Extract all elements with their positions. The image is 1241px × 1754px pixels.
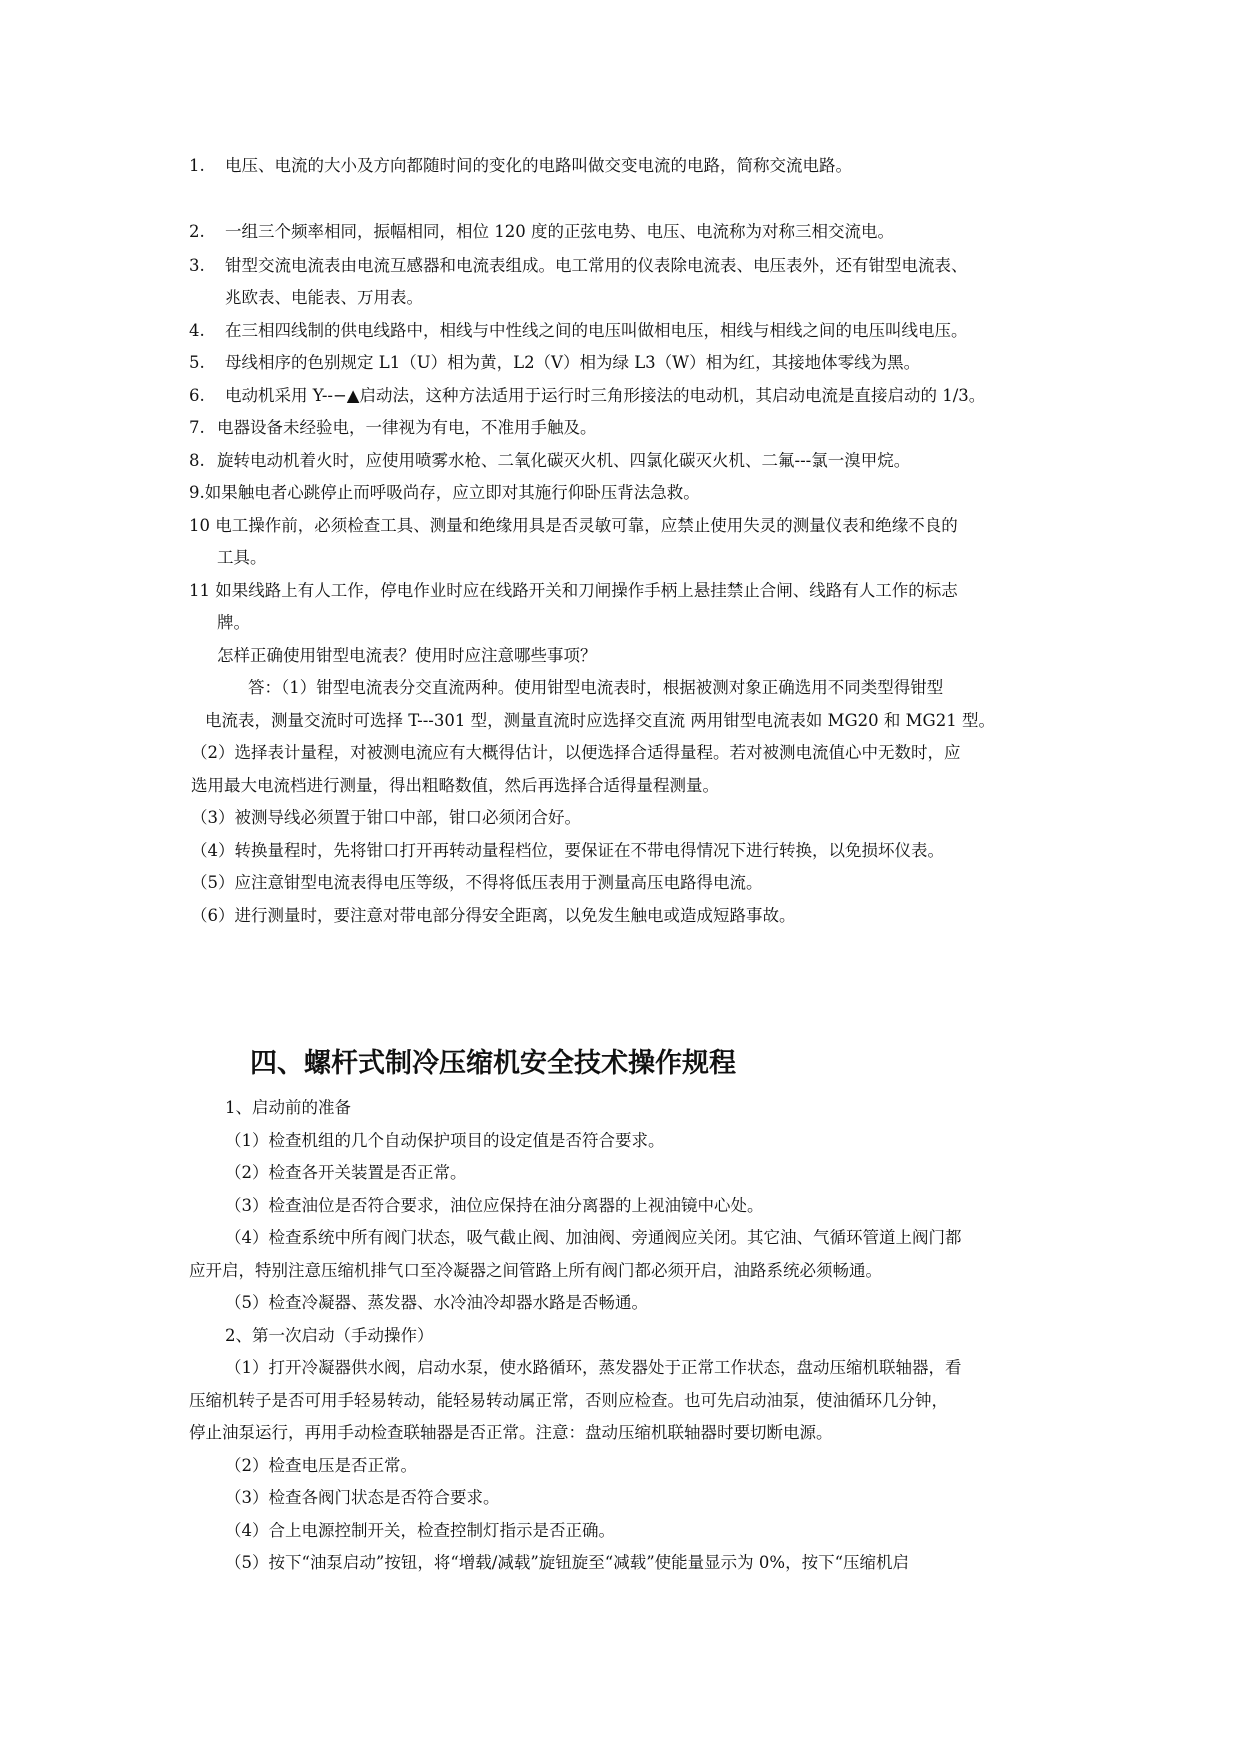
item-number: 6.: [189, 386, 205, 405]
paragraph-line: （4）合上电源控制开关，检查控制灯指示是否正确。: [225, 1521, 615, 1540]
answer-line: （4）转换量程时，先将钳口打开再转动量程档位，要保证在不带电得情况下进行转换，以免损坏仪表。: [191, 841, 944, 860]
item-number: 5.: [189, 353, 205, 372]
paragraph-line: （4）检查系统中所有阀门状态，吸气截止阀、加油阀、旁通阀应关闭。其它油、气循环管道上阀门都: [225, 1228, 962, 1247]
item-number: 2.: [189, 222, 205, 241]
question: 怎样正确使用钳型电流表？使用时应注意哪些事项？: [217, 646, 597, 665]
list-item: [189, 351, 920, 375]
item-number: 3.: [189, 256, 205, 275]
answer-line: （6）进行测量时，要注意对带电部分得安全距离，以免发生触电或造成短路事故。: [191, 906, 796, 925]
answer-line: 电流表，测量交流时可选择 T---301 型，测量直流时应选择交直流 两用钳型电流表如 MG20 和 MG21 型。: [205, 711, 995, 730]
list-item: [189, 449, 910, 473]
paragraph-line: （3）检查各阀门状态是否符合要求。: [225, 1488, 500, 1507]
paragraph-line: （5）检查冷凝器、蒸发器、水冷油冷却器水路是否畅通。: [225, 1293, 648, 1312]
list-item-continuation: 工具。: [217, 548, 267, 567]
answer-line: （5）应注意钳型电流表得电压等级，不得将低压表用于测量高压电路得电流。: [191, 873, 763, 892]
list-item: [189, 220, 894, 244]
item-text: 一组三个频率相同，振幅相同，相位 120 度的正弦电势、电压、电流称为对称三相交流电。: [225, 222, 894, 241]
paragraph-line: 压缩机转子是否可用手轻易转动，能轻易转动属正常，否则应检查。也可先启动油泵，使油循环几分钟，: [189, 1391, 948, 1410]
answer-line: 答：（1）钳型电流表分交直流两种。使用钳型电流表时，根据被测对象正确选用不同类型得钳型: [248, 678, 944, 697]
paragraph-line: （5）按下“油泵启动”按钮，将“增载/减载”旋钮旋至“减载”使能量显示为 0%，按下“压缩机启: [225, 1553, 910, 1572]
section-heading: 四、螺杆式制冷压缩机安全技术操作规程: [250, 1048, 736, 1079]
answer-line: （2）选择表计量程，对被测电流应有大概得估计，以便选择合适得量程。若对被测电流值心中无数时，应: [191, 743, 961, 762]
item-text: 电动机采用 Y--−▲启动法，这种方法适用于运行时三角形接法的电动机，其启动电流是直接启动的 1/3。: [225, 386, 986, 405]
subsection-title: 1、启动前的准备: [225, 1098, 351, 1117]
item-text: 母线相序的色别规定 L1（U）相为黄，L2（V）相为绿 L3（W）相为红，其接地体零线为黑。: [225, 353, 921, 372]
item-text: 电器设备未经验电，一律视为有电，不准用手触及。: [217, 418, 597, 437]
list-item: 11 如果线路上有人工作，停电作业时应在线路开关和刀闸操作手柄上悬挂禁止合闸、线路有人工作的标志: [189, 581, 958, 600]
list-item-continuation: 兆欧表、电能表、万用表。: [225, 288, 423, 307]
list-item: 9.如果触电者心跳停止而呼吸尚存，应立即对其施行仰卧压背法急救。: [189, 483, 700, 502]
paragraph-line: 停止油泵运行，再用手动检查联轴器是否正常。注意：盘动压缩机联轴器时要切断电源。: [189, 1423, 833, 1442]
item-number: 4.: [189, 321, 205, 340]
answer-line: 选用最大电流档进行测量，得出粗略数值，然后再选择合适得量程测量。: [191, 776, 719, 795]
paragraph-line: （2）检查电压是否正常。: [225, 1456, 417, 1475]
item-text: 钳型交流电流表由电流互感器和电流表组成。电工常用的仪表除电流表、电压表外，还有钳型电流表、: [225, 256, 968, 275]
list-item: [189, 254, 968, 278]
list-item: [189, 416, 597, 440]
paragraph-line: 应开启，特别注意压缩机排气口至冷凝器之间管路上所有阀门都必须开启，油路系统必须畅通。: [189, 1261, 882, 1280]
paragraph-line: （1）打开冷凝器供水阀，启动水泵，使水路循环，蒸发器处于正常工作状态，盘动压缩机联轴器，看: [225, 1358, 962, 1377]
item-number: 7.: [189, 418, 205, 437]
paragraph-line: （3）检查油位是否符合要求，油位应保持在油分离器的上视油镜中心处。: [225, 1196, 764, 1215]
answer-line: （3）被测导线必须置于钳口中部，钳口必须闭合好。: [191, 808, 581, 827]
item-text: 在三相四线制的供电线路中，相线与中性线之间的电压叫做相电压，相线与相线之间的电压叫线电压。: [225, 321, 968, 340]
paragraph-line: （2）检查各开关装置是否正常。: [225, 1163, 467, 1182]
subsection-title: 2、第一次启动（手动操作）: [225, 1326, 434, 1345]
list-item: 10 电工操作前，必须检查工具、测量和绝缘用具是否灵敏可靠，应禁止使用失灵的测量仪表和绝缘不良的: [189, 516, 958, 535]
item-number: 8.: [189, 451, 205, 470]
list-item: [189, 384, 985, 408]
list-item: [189, 319, 968, 343]
list-item: [189, 154, 852, 178]
item-number: 1.: [189, 156, 205, 175]
paragraph-line: （1）检查机组的几个自动保护项目的设定值是否符合要求。: [225, 1131, 665, 1150]
item-text: 旋转电动机着火时，应使用喷雾水枪、二氧化碳灭火机、四氯化碳灭火机、二氟---氯一溴甲烷。: [217, 451, 911, 470]
list-item-continuation: 牌。: [217, 613, 250, 632]
item-text: 电压、电流的大小及方向都随时间的变化的电路叫做交变电流的电路，简称交流电路。: [225, 156, 852, 175]
